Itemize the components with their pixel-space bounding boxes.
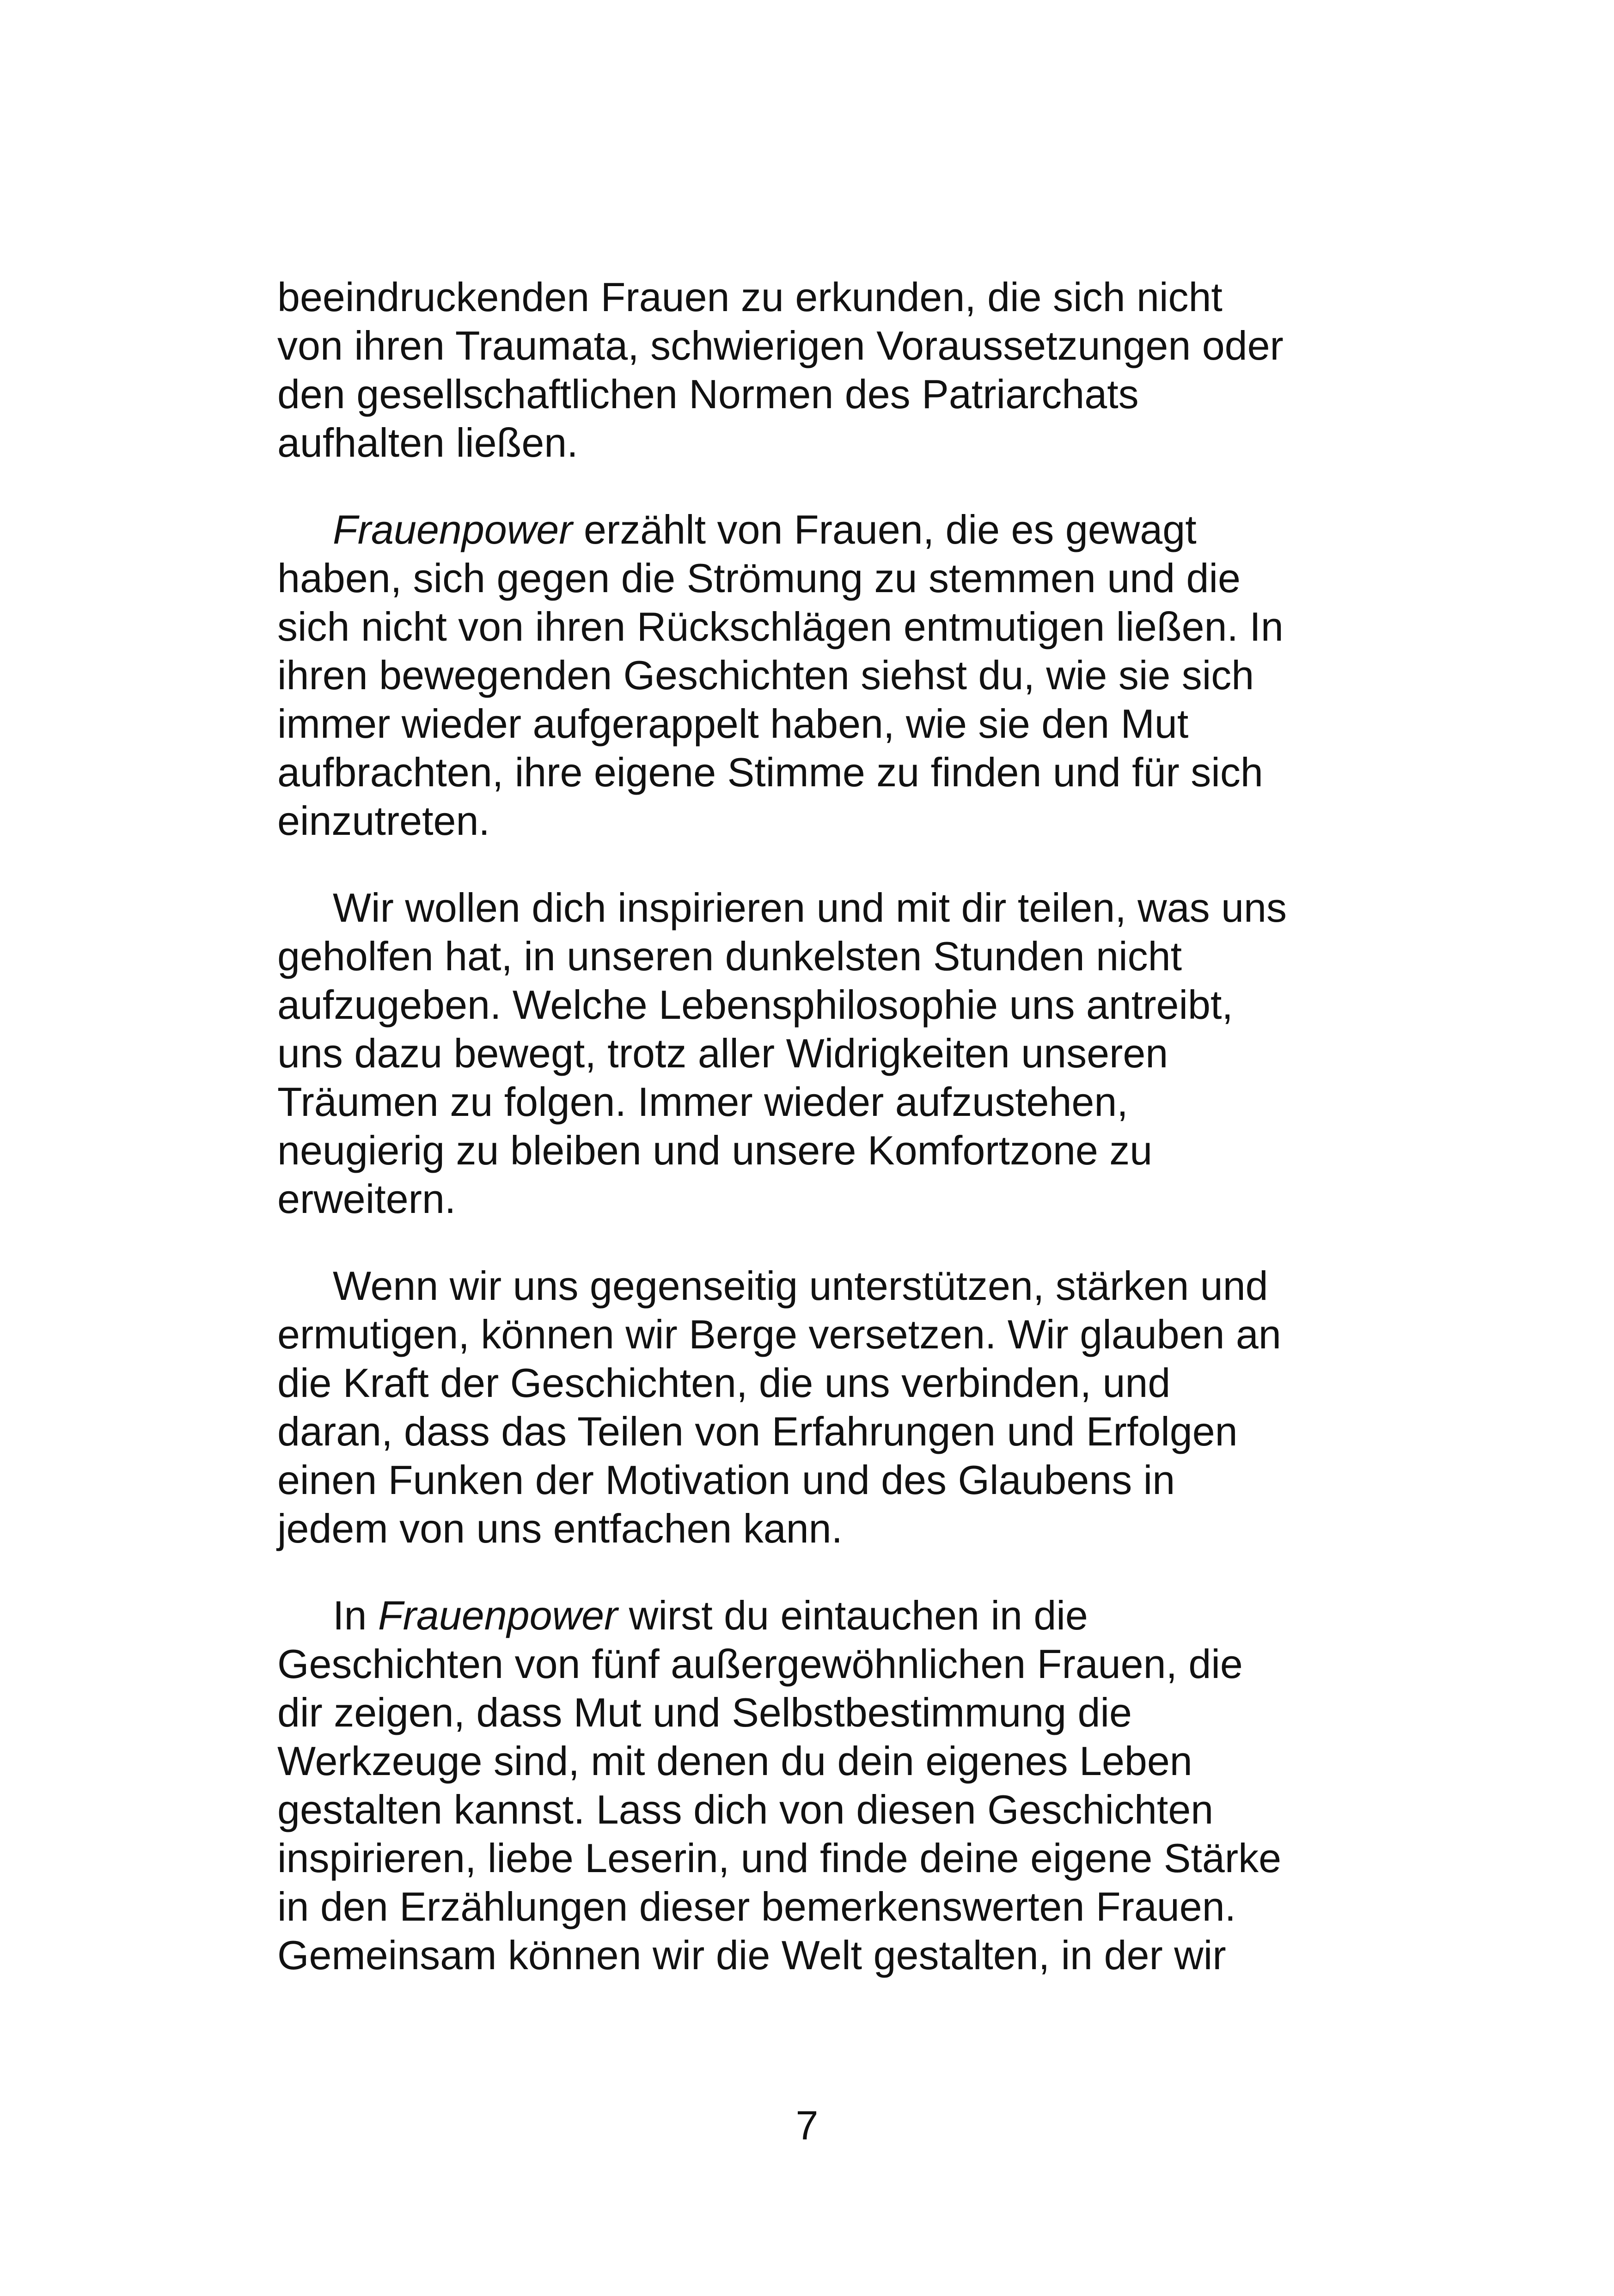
paragraph bbox=[277, 273, 1354, 467]
text-run: Wenn wir uns gegenseitig unterstützen, stärken und bbox=[333, 1263, 1268, 1309]
text-line bbox=[277, 883, 1354, 932]
text-run: von ihren Traumata, schwierigen Voraussetzungen oder bbox=[277, 323, 1284, 368]
paragraph bbox=[277, 505, 1354, 845]
text-run: erzählt von Frauen, die es gewagt bbox=[572, 507, 1197, 552]
text-run: geholfen hat, in unseren dunkelsten Stunden nicht bbox=[277, 933, 1182, 979]
text-line bbox=[277, 1359, 1354, 1407]
text-run: aufhalten ließen. bbox=[277, 420, 578, 465]
text-run: gestalten kannst. Lass dich von diesen Geschichten bbox=[277, 1787, 1214, 1832]
book-title: Frauenpower bbox=[378, 1592, 618, 1638]
text-run: Gemeinsam können wir die Welt gestalten, in der wir bbox=[277, 1932, 1226, 1978]
text-line bbox=[277, 1175, 1354, 1223]
text-run: in den Erzählungen dieser bemerkenswerten Frauen. bbox=[277, 1884, 1236, 1929]
text-line bbox=[277, 273, 1354, 321]
text-line bbox=[277, 1078, 1354, 1126]
text-line bbox=[277, 370, 1354, 418]
text-line bbox=[277, 699, 1354, 748]
text-run: immer wieder aufgerappelt haben, wie sie den Mut bbox=[277, 701, 1189, 747]
text-run: Werkzeuge sind, mit denen du dein eigenes Leben bbox=[277, 1738, 1192, 1784]
text-run: wirst du eintauchen in die bbox=[617, 1592, 1088, 1638]
paragraph bbox=[277, 883, 1354, 1223]
body-text bbox=[277, 273, 1354, 2018]
text-line bbox=[277, 932, 1354, 980]
text-line bbox=[277, 1310, 1354, 1359]
text-run: sich nicht von ihren Rückschlägen entmutigen ließen. In bbox=[277, 604, 1284, 649]
text-run: die Kraft der Geschichten, die uns verbinden, und bbox=[277, 1360, 1171, 1406]
text-run: haben, sich gegen die Strömung zu stemmen und die bbox=[277, 555, 1241, 601]
text-line bbox=[277, 1029, 1354, 1078]
book-title: Frauenpower bbox=[333, 507, 573, 552]
text-line bbox=[277, 602, 1354, 651]
text-line bbox=[277, 418, 1354, 467]
text-run: jedem von uns entfachen kann. bbox=[277, 1506, 843, 1551]
paragraph bbox=[277, 1261, 1354, 1553]
text-run: aufbrachten, ihre eigene Stimme zu finden und für sich bbox=[277, 749, 1263, 795]
text-line bbox=[277, 796, 1354, 845]
text-line bbox=[277, 1640, 1354, 1688]
text-run: Geschichten von fünf außergewöhnlichen Frauen, die bbox=[277, 1641, 1243, 1687]
text-line bbox=[277, 1688, 1354, 1737]
text-run: ihren bewegenden Geschichten siehst du, wie sie sich bbox=[277, 652, 1254, 698]
text-line bbox=[277, 1407, 1354, 1456]
text-line bbox=[277, 1737, 1354, 1785]
text-line bbox=[277, 1126, 1354, 1175]
text-run: beeindruckenden Frauen zu erkunden, die sich nicht bbox=[277, 274, 1223, 320]
text-line bbox=[277, 651, 1354, 699]
text-run: einen Funken der Motivation und des Glaubens in bbox=[277, 1457, 1175, 1503]
text-run: aufzugeben. Welche Lebensphilosophie uns antreibt, bbox=[277, 982, 1233, 1028]
text-line bbox=[277, 321, 1354, 370]
text-line bbox=[277, 980, 1354, 1029]
text-line bbox=[277, 748, 1354, 796]
page-number: 7 bbox=[795, 2102, 819, 2148]
paragraph bbox=[277, 1591, 1354, 1979]
text-run: neugierig zu bleiben und unsere Komfortzone zu bbox=[277, 1127, 1153, 1173]
text-run: ermutigen, können wir Berge versetzen. Wir glauben an bbox=[277, 1311, 1281, 1357]
text-line bbox=[277, 554, 1354, 602]
text-run: daran, dass das Teilen von Erfahrungen und Erfolgen bbox=[277, 1408, 1238, 1454]
text-line bbox=[277, 1591, 1354, 1640]
text-line bbox=[277, 1261, 1354, 1310]
text-line bbox=[277, 1785, 1354, 1834]
text-run: In bbox=[333, 1592, 378, 1638]
text-line bbox=[277, 1504, 1354, 1553]
text-run: den gesellschaftlichen Normen des Patriarchats bbox=[277, 371, 1139, 417]
text-run: inspirieren, liebe Leserin, und finde deine eigene Stärke bbox=[277, 1835, 1282, 1881]
text-run: erweitern. bbox=[277, 1176, 456, 1222]
text-line bbox=[277, 1882, 1354, 1931]
text-line bbox=[277, 1456, 1354, 1504]
text-run: dir zeigen, dass Mut und Selbstbestimmung die bbox=[277, 1690, 1132, 1735]
text-run: Wir wollen dich inspirieren und mit dir teilen, was uns bbox=[333, 885, 1287, 931]
text-line bbox=[277, 1931, 1354, 1979]
text-run: einzutreten. bbox=[277, 798, 490, 844]
text-run: uns dazu bewegt, trotz aller Widrigkeiten unseren bbox=[277, 1030, 1168, 1076]
text-line bbox=[277, 1834, 1354, 1882]
text-line bbox=[277, 505, 1354, 554]
text-run: Träumen zu folgen. Immer wieder aufzustehen, bbox=[277, 1079, 1128, 1125]
